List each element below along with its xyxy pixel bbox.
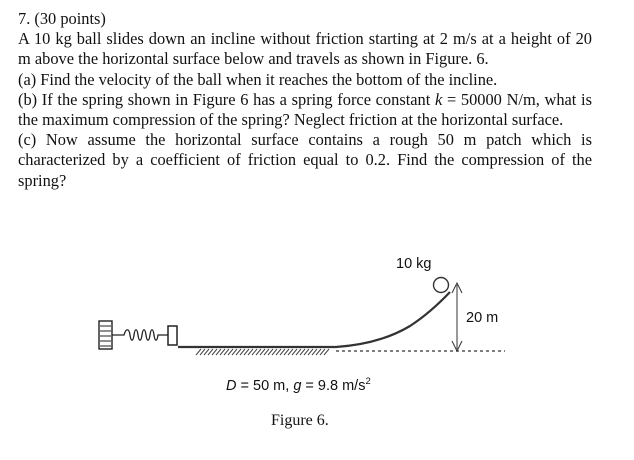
spring-icon	[112, 330, 168, 341]
g-value: = 9.8 m/s	[301, 378, 366, 394]
height-label: 20 m	[466, 310, 499, 326]
part-b-variable: k	[434, 89, 443, 109]
track-line	[178, 292, 450, 347]
problem-heading: 7. (30 points)	[18, 9, 106, 28]
mass-label: 10 kg	[396, 256, 432, 272]
part-a: (a) Find the velocity of the ball when it reaches the bottom of the incline.	[18, 69, 498, 89]
figure-caption: Figure 6.	[271, 412, 329, 429]
g-variable: g	[293, 378, 302, 394]
rough-patch	[196, 349, 329, 355]
part-c: (c) Now assume the horizontal surface contains a rough 50 m patch which is characterized by a coefficient of friction equal to 0.2. Find the compression of the spring?	[18, 130, 592, 190]
part-b	[18, 90, 592, 130]
spring-plate-icon	[168, 326, 177, 345]
problem-intro: A 10 kg ball slides down an incline without friction starting at 2 m/s at a height of 20 m above the horizontal surface below and travels as shown in Figure. 6.	[18, 29, 592, 69]
g-exponent: 2	[365, 376, 371, 387]
wall-icon	[99, 321, 112, 349]
part-b-after: = 50000 N/m, what is the maximum compression of the spring? Neglect friction at the horizontal surface.	[18, 89, 592, 130]
d-value: = 50 m,	[236, 378, 294, 394]
figure-6	[0, 240, 634, 460]
figure-parameters	[226, 376, 371, 394]
ball-icon	[434, 278, 449, 293]
d-variable: D	[226, 378, 237, 394]
part-b-before: (b) If the spring shown in Figure 6 has a spring force constant	[18, 89, 435, 109]
problem-text	[18, 9, 592, 191]
